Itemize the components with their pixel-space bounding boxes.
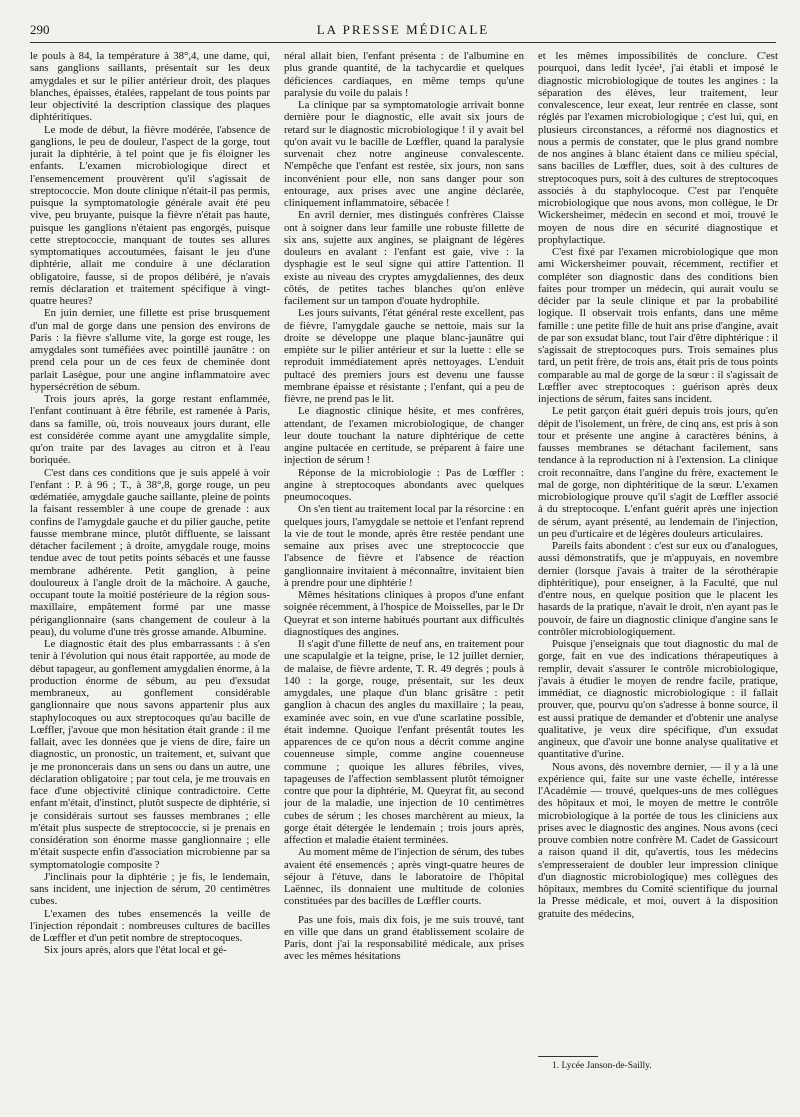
paragraph: C'est dans ces conditions que je suis appelé à voir l'enfant : P. à 96 ; T., à 38°,8, gorge rouge, un peu œdématiée, amygdale gauche saillante, pleine de points la faisant ressembler à une coupe de grenade : aux confins de l'amygdale gauche et du pilier gauche, petite fausse membrane mince, plutôt diffluente, se laissant détacher facilement ; à droite, amygdale rouge, moins tendue avec de tout petits points sébacés et une fausse membrane adhérente. Petit ganglion, à peine douloureux à l'angle droit de la mâchoire. A gauche, occupant toute la moitié postérieure de la région sous-maxillaire, empâtement formé par une masse périganglionnaire (sans changement de couleur à la peau), du volume d'une très grosse amande. Albumine. (30, 466, 270, 638)
paragraph: Nous avons, dès novembre dernier, — il y a là une expérience qui, faite sur une vaste échelle, intéresse l'Académie — trouvé, quelques-uns de mes collègues des hôpitaux et moi, le moyen de mettre le contrôle microbiologique à la portée de tous les cliniciens aux prises avec le diagnostic des angines. Nous avons (ceci prouve combien notre confrère M. Cadet de Gassicourt a raison quand il dit, qu'avertis, tous les médecins s'empresseraient de doubler leur impression clinique d'un diagnostic microbiologique) mes collègues des hôpitaux, membres du Comité scientifique du journal la Presse médicale, et moi, ouvert à la disposition gratuite des médecins, (538, 760, 778, 920)
page-header (30, 20, 776, 43)
paragraph: C'est fixé par l'examen microbiologique que mon ami Wickersheimer pouvait, récemment, rectifier et compléter son diagnostic dans des conditions bien faites pour tromper un médecin, qui aurait voulu se décider par la seule clinique et par la probabilité logique. Il observait trois enfants, dans une même famille : une petite fille de huit ans prise d'angine, avait de par son exsudat blanc, tout l'air d'être diphtérique : il s'agissait de streptocoques purs. Trois semaines plus tard, un petit frère, de trois ans, était pris de tous points comparable au mal de gorge de la sœur : il s'agissait de Lœffler avec streptocoques : guérison après deux injections de sérum, faites sans incident. (538, 246, 778, 405)
paragraph: Trois jours après, la gorge restant enflammée, l'enfant continuant à être fébrile, est ramenée à Paris, dans sa famille, où, trois nouveaux jours durant, elle est considérée comme ayant une amygdalite simple, qu'on traite par des lavages au citron et à l'eau boriquée. (30, 393, 270, 467)
paragraph: Le diagnostic était des plus embarrassants : à s'en tenir à l'évolution qui nous était rapportée, au mode de début tapageur, au gonflement amygdalien énorme, à la production énorme de sébum, au peu d'exsudat membraneux, au gonflement considérable ganglionnaire que nous savons appartenir plus aux staphylocoques ou aux streptocoques qu'au bacille de Lœffler, j'avoue que mon hésitation était grande : il me fallait, avec les données que je viens de dire, faire un diagnostic, un pronostic, un traitement, et, suivant que je me prononcerais dans un sens ou dans un autre, une déclaration obligatoire ; par tout cela, je me trouvais en face d'une objectivité clinique contradictoire. Cette enfant m'était, d'instinct, plutôt suspecte de diphtérie, si je considérais surtout ses fausses membranes ; elle m'était plus suspecte de streptococcie, si je prenais en considération son énorme masse ganglionnaire ; elle m'était suspecte enfin d'association microbienne par sa symptomatologie composite ? (30, 638, 270, 871)
column-3 (538, 50, 778, 1110)
paragraph: Pareils faits abondent : c'est sur eux ou d'analogues, aussi démonstratifs, que je m'appuyais, en novembre dernier (lorsque j'avais à traiter de la sérothérapie diphtéritique), pour enseigner, à la Faculté, que nul d'entre nous, en quelque position que le placent les hasards de la pratique, n'avait le droit, n'en ayant pas le pouvoir, de faire un diagnostic clinique d'angine sans le contrôler microbiologiquement. (538, 540, 778, 638)
paragraph: En avril dernier, mes distingués confrères Claisse ont à soigner dans leur famille une robuste fillette de six ans, sujette aux angines, se plaignant de légères douleurs en avalant : l'enfant est gaie, vive : la dysphagie est le seul signe qui attire l'attention. Il existe au niveau des cryptes amygdaliennes, des deux côtés, de petites taches blanches qu'on enlève facilement sur un tampon d'ouate hydrophile. (284, 209, 524, 307)
paragraph: Puisque j'enseignais que tout diagnostic du mal de gorge, fait en vue des indications thérapeutiques à remplir, devait s'assurer le contrôle microbiologique, j'avais à étudier le moyen de rendre facile, pratique, immédiat, ce diagnostic microbiologique : il fallait prouver, que, pourvu qu'on s'adresse à bonne source, il est aussi pratique de demander et d'obtenir une analyse qualitative, je veux dire spécifique, d'un exsudat angineux, que d'avoir une bonne analyse qualitative et quantitative d'urine. (538, 638, 778, 761)
footnote: 1. Lycée Janson-de-Sailly. (552, 1061, 652, 1071)
paragraph: Il s'agit d'une fillette de neuf ans, en traitement pour une scapulalgie et la teigne, prise, le 12 juillet dernier, de malaise, de fièvre ardente, T. R. 49 degrés ; pouls à 140 : la gorge, rouge, présentait, sur les deux amygdales, une plaque d'un blanc grisâtre : petit ganglion à chacun des angles du maxillaire ; la peau, examinée avec soin, en vue d'une scarlatine possible, était indemne. Quoique l'enfant présentât toutes les apparences de ce qu'on nous a décrit comme angine couenneuse simple, comme angine couenneuse commune ; quoique les allures fébriles, vives, tapageuses de l'affection semblassent plutôt témoigner contre que pour la diphtérie, M. Queyrat fit, au second jour de la maladie, une injection de 10 centimètres cubes de sérum ; les choses marchèrent au mieux, la gorge était détergée le lendemain ; trois jours après, affection et maladie étaient terminées. (284, 638, 524, 846)
paragraph: Six jours après, alors que l'état local et gé- (44, 944, 227, 957)
paragraph: La clinique par sa symptomatologie arrivait bonne dernière pour le diagnostic, elle avait six jours de retard sur le diagnostic microbiologique ! il y avait bel qu'on avait vu le bacille de Lœffler, quand la paralysie survenait chez notre angineuse convalescente. N'empêche que l'enfant est restée, six jours, non sans inconvénient pour elle, non sans danger pour son entourage, aux prises avec une angine déclarée, cliniquement inflammatoire, sébacée ! (284, 99, 524, 209)
paragraph: En juin dernier, une fillette est prise brusquement d'un mal de gorge dans une pension des environs de Paris : la fièvre s'allume vite, la gorge est rouge, les amygdales sont tuméfiées avec pointillé jaunâtre : on prend cela pour un de ces feux de cheminée dont parlait Lasègue, pour une angine inflammatoire avec hypersécrétion de sébum. (30, 307, 270, 393)
journal-title: LA PRESSE MÉDICALE (316, 22, 490, 37)
text-columns (30, 50, 778, 1110)
column-1 (30, 50, 270, 1110)
paragraph: Au moment même de l'injection de sérum, des tubes avaient été ensemencés ; après vingt-quatre heures de séjour à l'étuve, dans le laboratoire de l'hôpital Laënnec, ils donnaient une multitude de colonies constituées par des bacilles de Lœffler courts. (284, 846, 524, 908)
paragraph: Le mode de début, la fièvre modérée, l'absence de ganglions, le peu de douleur, l'aspect de la gorge, tout jurait la diphtérie, à tel point que je fis éloigner les enfants. L'examen microbiologique direct et l'ensemencement prouvèrent qu'il s'agissait de streptococcie. Mon doute clinique n'était-il pas permis, puisque la symptomatologie générale avait été peu vive, peu bruyante, puisque la fièvre n'était pas haute, puisque les ganglions n'étaient pas engorgés, puisque cette streptococcie, manquant de toutes ses allures symptomatiques accoutumées, faisant le jeu d'une diphtérie, allait me conduire à une déclaration obligatoire, fausse, si de propos délibéré, je n'avais remis déclaration et traitement spécifique à vingt-quatre heures? (30, 123, 270, 307)
column-2 (284, 50, 524, 1110)
footnote-rule (538, 1056, 598, 1057)
paragraph: On s'en tient au traitement local par la résorcine : en quelques jours, l'amygdale se nettoie et l'enfant reprend la vie de tout le monde, après être restée pendant une semaine aux prises avec une streptococcie que l'absence de fièvre et l'absence de réaction ganglionnaire invitaient à méconnaître, invitaient bien à prendre pour une diphtérie ! (284, 503, 524, 589)
paragraph: Réponse de la microbiologie : Pas de Lœffler : angine à streptocoques abondants avec quelques pneumocoques. (284, 466, 524, 503)
paragraph: et les mêmes impossibilités de conclure. C'est pourquoi, dans ledit lycée¹, j'ai établi et imposé le diagnostic microbiologique de toutes les angines : la séparation des élèves, leur traitement, leur convalescence, leur exeat, leur rentrée en classe, sont réglés par l'examen microbiologique ; c'est lui, qui, en plusieurs circonstances, a réformé nos diagnostics et nous a permis de constater, que le plus grand nombre de nos angines à blanc étaient dans ce milieu spécial, sans bacilles de Lœffler, dues, soit à des cultures de streptocoques purs, soit à des cultures de streptocoques associés à du staphylocoque. C'est par l'enquête microbiologique que nous avons, mon collègue, le Dr Wickersheimer, médecin en second et moi, trouvé le moyen de nous dire en sécurité diagnostique et prophylactique. (538, 50, 778, 246)
paragraph: néral allait bien, l'enfant présenta : de l'albumine en plus grande quantité, de la tachycardie et quelques déficiences cardiaques, en même temps qu'une paralysie du voile du palais ! (284, 50, 524, 99)
paragraph: Le diagnostic clinique hésite, et mes confrères, attendant, de l'examen microbiologique, de changer leur doute touchant la nature diphtérique de cette angine pultacée en certitude, se préparent à faire une injection de sérum ! (284, 405, 524, 467)
paragraph: L'examen des tubes ensemencés la veille de l'injection répondait : nombreuses cultures de bacilles de Lœffler et d'un petit nombre de streptocoques. (30, 907, 270, 944)
paragraph: Les jours suivants, l'état général reste excellent, pas de fièvre, l'amygdale gauche se nettoie, mais sur la droite se développe une plaque blanc-jaunâtre qui empiète sur le pilier antérieur et sur la luette : elle se reproduit immédiatement après nettoyages. L'enduit pultacé des premiers jours est devenu une fausse membrane épaisse et résistante ; l'enfant, qui a peu de fièvre, ne prend pas le lit. (284, 307, 524, 405)
paragraph: le pouls à 84, la température à 38°,4, une dame, qui, sans ganglions saillants, présentait sur les deux amygdales et sur le pilier antérieur droit, des plaques blanches, épaisses, étalées, rappelant de tous points par leur objectivité la description classique des plaques diphtéritiques. (30, 50, 270, 124)
paragraph: Le petit garçon était guéri depuis trois jours, qu'en dépit de l'isolement, un frère, de cinq ans, est pris à son tour et présente une angine à caractères bénins, à fausses membranes se détachant facilement, sans tendance à la reproduction ni à l'extension. La clinique croit reconnaître, dans l'angine du frère, exactement le mal de gorge, non diphtéritique de la sœur. L'examen microbiologique prouve qu'il s'agit de Lœffler associé à du streptocoque. L'enfant guérit après une injection de sérum, ayant présenté, au lendemain de l'injection, un peu d'urticaire et de légères douleurs articulaires. (538, 405, 778, 540)
paragraph: Pas une fois, mais dix fois, je me suis trouvé, tant en ville que dans un grand établissement scolaire de Paris, dont j'ai la responsabilité médicale, aux prises avec les mêmes hésitations (284, 913, 524, 963)
column-3-body (538, 50, 778, 1050)
paragraph: J'inclinais pour la diphtérie ; je fis, le lendemain, sans incident, une injection de sérum, 20 centimètres cubes. (30, 870, 270, 908)
page-number: 290 (30, 22, 50, 37)
paragraph: Mêmes hésitations cliniques à propos d'une enfant soignée récemment, à l'hospice de Moisselles, par le Dr Queyrat et son interne habitués pourtant aux difficultés diagnostiques des angines. (284, 589, 524, 638)
